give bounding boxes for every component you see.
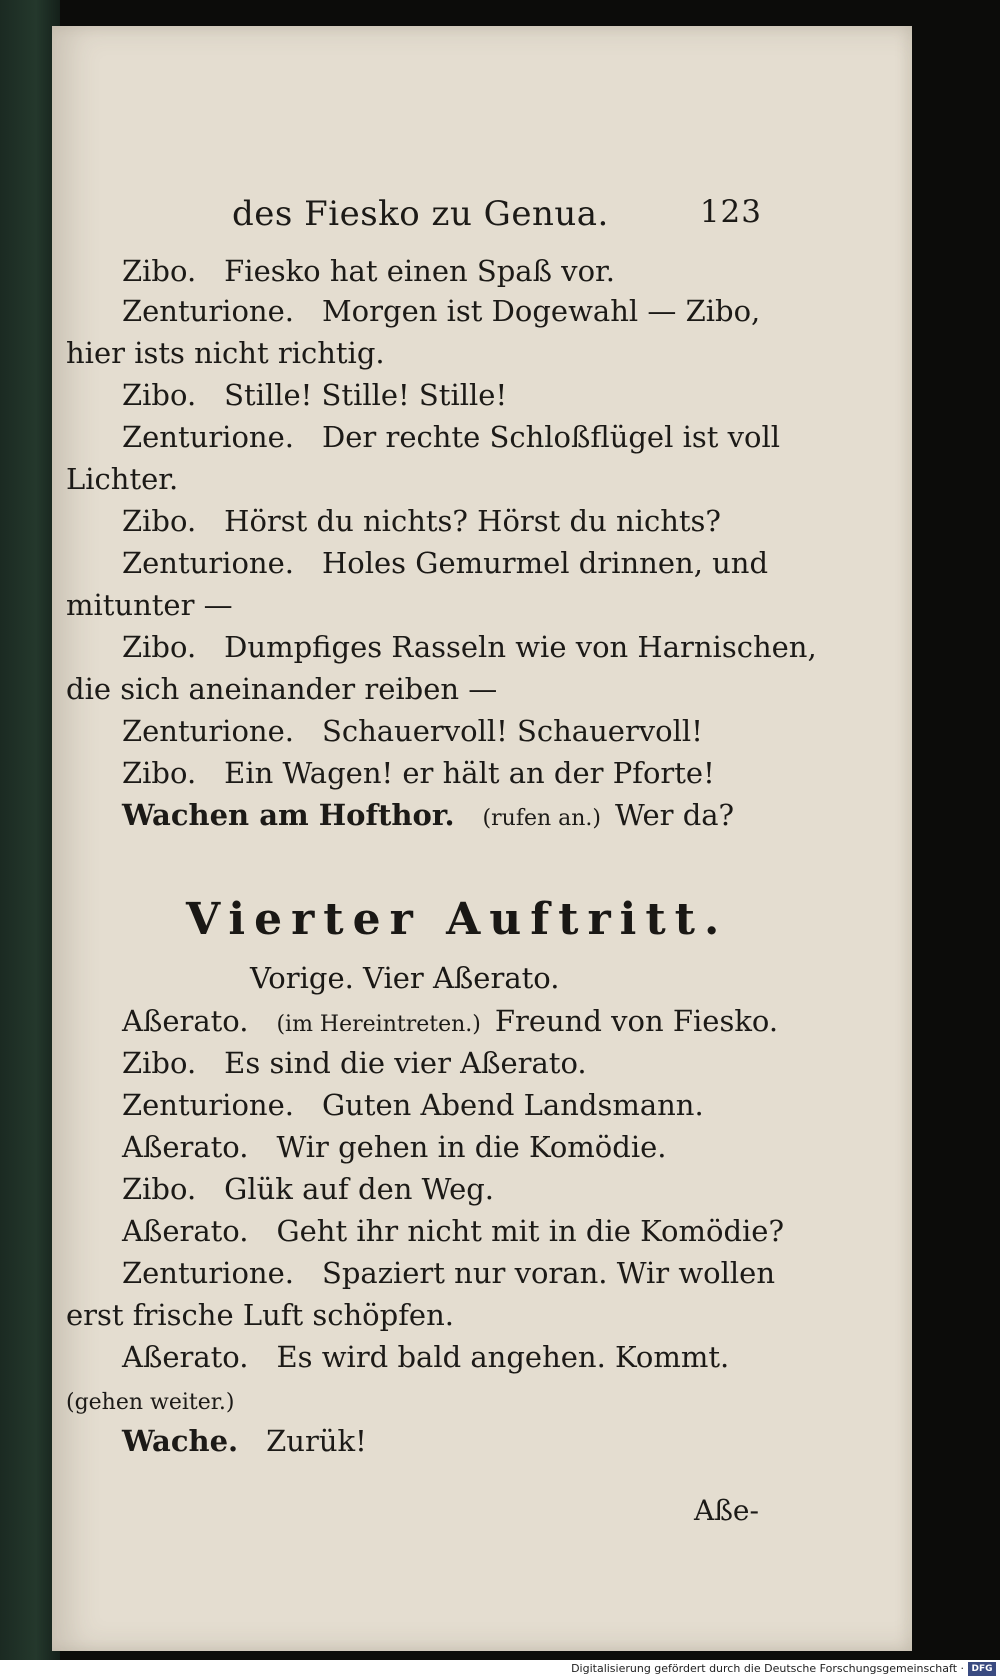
speaker-name: Aßerato. [122, 1004, 249, 1038]
speech-text: Wer da? [615, 798, 735, 832]
speaker-name: Wachen am Hofthor. [122, 798, 455, 832]
dialogue-line [66, 670, 497, 708]
dfg-logo: DFG [968, 1662, 996, 1676]
dialogue-line [122, 1086, 704, 1124]
speech-text: Hörst du nichts? Hörst du nichts? [224, 504, 721, 538]
speech-text: Freund von Fiesko. [494, 1004, 779, 1038]
speaker-name: Aßerato. [122, 1340, 249, 1374]
stage-direction: (gehen weiter.) [66, 1390, 235, 1415]
dialogue-line [122, 712, 703, 750]
dialogue-line [122, 1338, 729, 1376]
speech-text: Glük auf den Weg. [224, 1172, 495, 1206]
speech-text: Spaziert nur voran. Wir wollen [321, 1256, 776, 1290]
speech-text: die sich aneinander reiben — [66, 672, 498, 706]
scene-title: Vierter Auftritt. [186, 894, 729, 945]
dialogue-line [122, 1422, 367, 1460]
dialogue-line [66, 460, 178, 498]
speaker-name: Zenturione. [122, 294, 294, 328]
speech-text: Wir gehen in die Komödie. [276, 1130, 667, 1164]
dialogue-line [122, 1254, 775, 1292]
speech-text: Schauervoll! Schauervoll! [321, 714, 703, 748]
stage-direction: (rufen an.) [482, 806, 602, 831]
page-header [52, 194, 912, 244]
speaker-name: Aßerato. [122, 1130, 249, 1164]
dialogue-line [122, 1212, 784, 1250]
speaker-name: Zenturione. [122, 1088, 294, 1122]
page-number: 123 [699, 194, 762, 230]
dialogue-line [122, 418, 780, 456]
speech-text: Es wird bald angehen. Kommt. [276, 1340, 730, 1374]
dialogue-line [122, 252, 615, 290]
dialogue-line [122, 292, 760, 330]
speech-text: mitunter — [66, 588, 233, 622]
speaker-name: Zibo. [122, 254, 197, 288]
speech-text: Zurük! [266, 1424, 367, 1458]
speaker-name: Zenturione. [122, 546, 294, 580]
dialogue-line [66, 334, 385, 372]
speaker-name: Wache. [122, 1424, 239, 1458]
dialogue-line [66, 586, 233, 624]
dialogue-line [122, 502, 721, 540]
speech-text: Es sind die vier Aßerato. [224, 1046, 587, 1080]
speech-text: Ein Wagen! er hält an der Pforte! [224, 756, 715, 790]
speech-text: erst frische Luft schöpfen. [66, 1298, 454, 1332]
dialogue-line [66, 1380, 248, 1422]
speaker-name: Zenturione. [122, 1256, 294, 1290]
dialogue-line [122, 628, 817, 666]
speaker-name: Zibo. [122, 630, 197, 664]
speech-text: Guten Abend Landsmann. [321, 1088, 704, 1122]
dialogue-line [122, 376, 507, 414]
speech-text: Der rechte Schloßflügel ist voll [321, 420, 781, 454]
speech-text: hier ists nicht richtig. [66, 336, 385, 370]
speech-text: Holes Gemurmel drinnen, und [321, 546, 769, 580]
speech-text: Stille! Stille! Stille! [224, 378, 508, 412]
stage-direction: (im Hereintreten.) [276, 1012, 481, 1037]
speech-text: Lichter. [66, 462, 179, 496]
dialogue-line [122, 1128, 666, 1166]
speaker-name: Zibo. [122, 1046, 197, 1080]
footer-bar [0, 1660, 1000, 1679]
running-title: des Fiesko zu Genua. [232, 194, 609, 234]
speaker-name: Zibo. [122, 504, 197, 538]
catchword: Aße- [694, 1494, 759, 1527]
speech-text: Fiesko hat einen Spaß vor. [224, 254, 615, 288]
dialogue-line [122, 1002, 778, 1044]
dialogue-line [122, 754, 715, 792]
scene-persons: Vorige. Vier Aßerato. [250, 961, 560, 995]
speaker-name: Zibo. [122, 756, 197, 790]
dialogue-line [122, 1044, 587, 1082]
speaker-name: Zenturione. [122, 420, 294, 454]
speech-text: Geht ihr nicht mit in die Komödie? [276, 1214, 784, 1248]
speech-text: Morgen ist Dogewahl — Zibo, [321, 294, 761, 328]
speech-text: Dumpfiges Rasseln wie von Harnischen, [224, 630, 817, 664]
dialogue-line [122, 1170, 494, 1208]
dialogue-line [122, 796, 734, 838]
dialogue-line [122, 544, 768, 582]
book-binding [0, 0, 60, 1660]
funding-notice: Digitalisierung gefördert durch die Deutsche Forschungsgemeinschaft · [571, 1662, 964, 1675]
speaker-name: Zenturione. [122, 714, 294, 748]
speaker-name: Zibo. [122, 378, 197, 412]
speaker-name: Zibo. [122, 1172, 197, 1206]
speaker-name: Aßerato. [122, 1214, 249, 1248]
book-page [52, 26, 912, 1651]
dialogue-line [66, 1296, 454, 1334]
